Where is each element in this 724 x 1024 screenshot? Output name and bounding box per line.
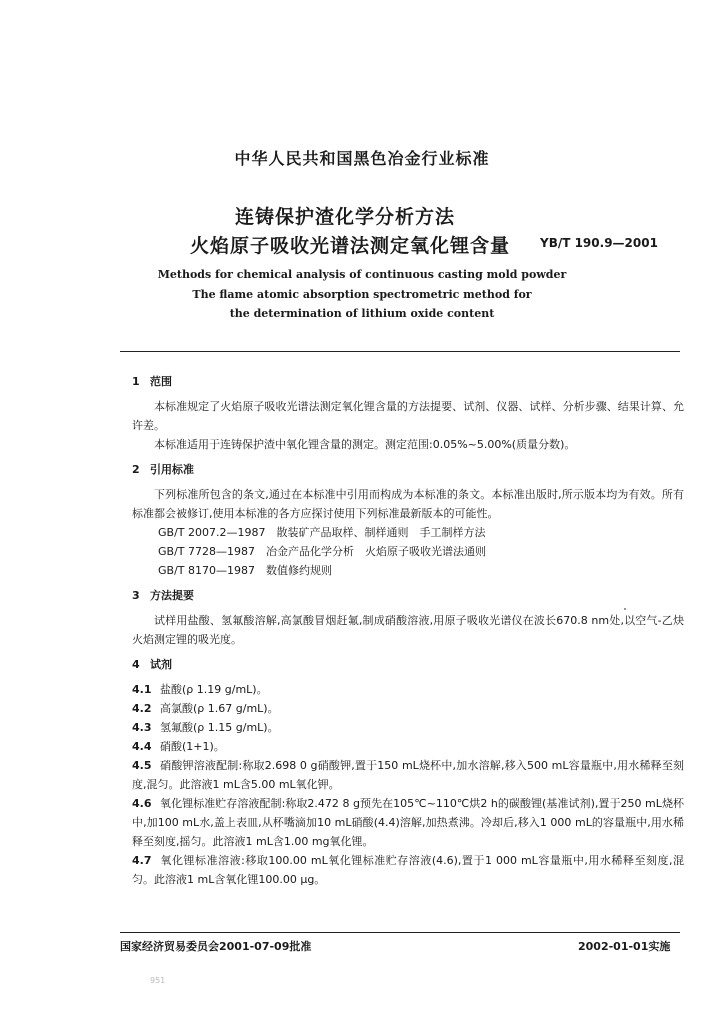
section-heading-method-summary	[132, 586, 684, 605]
item-text: 硝酸(1+1)。	[160, 740, 225, 753]
page-mark: 951	[150, 976, 166, 985]
ministry-header: 中华人民共和国黑色冶金行业标准	[234, 149, 490, 168]
item-number: 4.3	[132, 721, 152, 734]
item-text: 高氯酸(ρ 1.67 g/mL)。	[160, 702, 279, 715]
bottom-divider	[120, 932, 680, 933]
reagent-item	[132, 718, 684, 737]
reagent-item	[132, 756, 684, 794]
reagent-item	[132, 737, 684, 756]
reference-item: GB/T 8170—1987 数值修约规则	[158, 564, 332, 577]
reagent-item	[132, 851, 684, 889]
item-text: 氢氟酸(ρ 1.15 g/mL)。	[160, 721, 279, 734]
paragraph: 本标准适用于连铸保护渣中氧化锂含量的测定。测定范围:0.05%~5.00%(质量分数)。	[154, 438, 576, 451]
item-number: 4.4	[132, 740, 152, 753]
title-english-line2: The flame atomic absorption spectrometric method for	[192, 288, 532, 301]
item-text: 氧化锂标准贮存溶液配制:称取2.472 8 g预先在105℃~110℃烘2 h的碳酸锂(基准试剂),置于250 mL烧杯中,加100 mL水,盖上表皿,从杯嘴滴加10 mL硝酸(4.4)溶解,加热煮沸。冷却后,移入1 000 mL的容量瓶中,用水稀释至刻度,摇匀。此溶液1 mL含1.00 mg氧化锂。	[132, 797, 684, 848]
paragraph: 下列标准所包含的条文,通过在本标准中引用而构成为本标准的条文。本标准出版时,所示版本均为有效。所有标准都会被修订,使用本标准的各方应探讨使用下列标准最新版本的可能性。	[132, 488, 684, 520]
item-number: 4.5	[132, 759, 152, 772]
title-english-line3: the determination of lithium oxide content	[229, 307, 495, 320]
section-title: 范围	[150, 375, 172, 388]
section-number: 4	[132, 658, 140, 671]
paragraph: 试样用盐酸、氢氟酸溶解,高氯酸冒烟赶氟,制成硝酸溶液,用原子吸收光谱仪在波长670.8 nm处,以空气-乙炔火焰测定锂的吸光度。	[132, 614, 684, 646]
standard-code: YB/T 190.9—2001	[540, 236, 658, 250]
implementation-date: 2002-01-01实施	[578, 940, 671, 953]
item-text: 盐酸(ρ 1.19 g/mL)。	[160, 683, 268, 696]
section-heading-scope	[132, 372, 684, 391]
item-text: 硝酸钾溶液配制:称取2.698 0 g硝酸钾,置于150 mL烧杯中,加水溶解,移入500 mL容量瓶中,用水稀释至刻度,混匀。此溶液1 mL含5.00 mL氧化钾。	[132, 759, 684, 791]
section-title: 引用标准	[150, 463, 194, 476]
section-title: 试剂	[150, 658, 172, 671]
section-heading-reagents	[132, 655, 684, 674]
section-number: 3	[132, 589, 140, 602]
approval-note: 国家经济贸易委员会2001-07-09批准	[120, 940, 312, 953]
item-text: 氧化锂标准溶液:移取100.00 mL氧化锂标准贮存溶液(4.6),置于1 000 mL容量瓶中,用水稀释至刻度,混匀。此溶液1 mL含氧化锂100.00 μg。	[132, 854, 684, 886]
item-number: 4.2	[132, 702, 152, 715]
reagent-item	[132, 794, 684, 851]
section-number: 1	[132, 375, 140, 388]
item-number: 4.1	[132, 683, 152, 696]
reagent-item	[132, 680, 684, 699]
section-heading-normative-references	[132, 460, 684, 479]
top-divider	[120, 351, 680, 352]
reference-item: GB/T 2007.2—1987 散装矿产品取样、制样通则 手工制样方法	[158, 526, 486, 539]
section-number: 2	[132, 463, 140, 476]
title-chinese-line1: 连铸保护渣化学分析方法	[234, 206, 455, 228]
item-number: 4.7	[132, 854, 152, 867]
title-english-line1: Methods for chemical analysis of continuous casting mold powder	[157, 268, 567, 281]
title-chinese-line2: 火焰原子吸收光谱法测定氧化锂含量	[190, 235, 511, 257]
paragraph: 本标准规定了火焰原子吸收光谱法测定氧化锂含量的方法提要、试剂、仪器、试样、分析步骤、结果计算、允许差。	[132, 400, 684, 432]
item-number: 4.6	[132, 797, 152, 810]
reagent-item	[132, 699, 684, 718]
scan-speck	[624, 608, 626, 610]
document-body	[132, 366, 684, 889]
section-title: 方法提要	[150, 589, 194, 602]
reference-item: GB/T 7728—1987 冶金产品化学分析 火焰原子吸收光谱法通则	[158, 545, 486, 558]
